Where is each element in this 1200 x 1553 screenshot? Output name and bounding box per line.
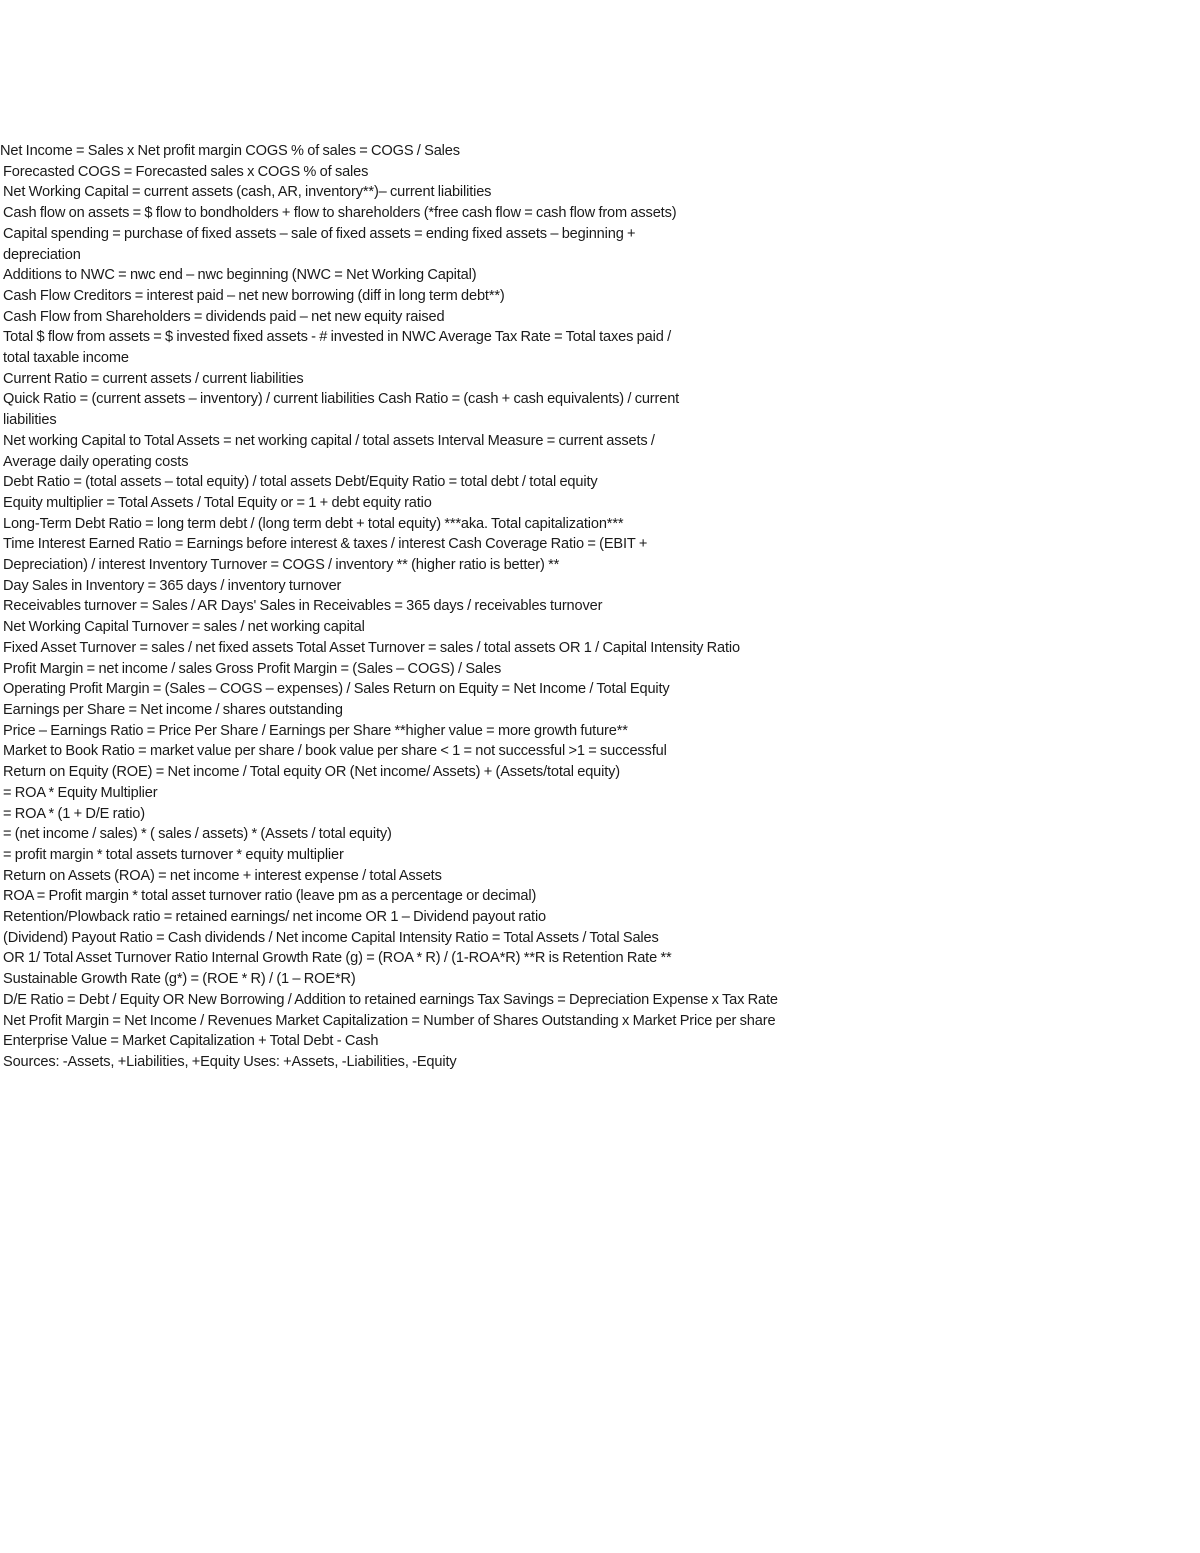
formula-line: Current Ratio = current assets / current liabilities xyxy=(3,370,304,387)
formula-line: Fixed Asset Turnover = sales / net fixed assets Total Asset Turnover = sales / total assets OR 1 / Capital Intensity Ratio xyxy=(3,639,740,656)
formula-line: (Dividend) Payout Ratio = Cash dividends / Net income Capital Intensity Ratio = Total Assets / Total Sales xyxy=(3,929,659,946)
formula-line: ROA = Profit margin * total asset turnover ratio (leave pm as a percentage or decimal) xyxy=(3,888,537,905)
formula-line: = profit margin * total assets turnover * equity multiplier xyxy=(3,846,344,863)
formula-line: Time Interest Earned Ratio = Earnings before interest & taxes / interest Cash Coverage Ratio = (EBIT + xyxy=(3,536,648,553)
formula-line: Net Profit Margin = Net Income / Revenues Market Capitalization = Number of Shares Outstanding x Market Price per share xyxy=(3,1012,776,1029)
formula-line: Average daily operating costs xyxy=(3,453,189,470)
formula-line: Profit Margin = net income / sales Gross Profit Margin = (Sales – COGS) / Sales xyxy=(3,660,502,677)
formula-line: = (net income / sales) * ( sales / assets) * (Assets / total equity) xyxy=(3,826,392,843)
formula-line: D/E Ratio = Debt / Equity OR New Borrowing / Addition to retained earnings Tax Savings = Depreciation Expense x Tax Rate xyxy=(3,991,778,1008)
formula-line: OR 1/ Total Asset Turnover Ratio Internal Growth Rate (g) = (ROA * R) / (1-ROA*R) **R is Retention Rate ** xyxy=(3,950,672,967)
formula-line: total taxable income xyxy=(3,350,129,367)
formula-line: Day Sales in Inventory = 365 days / inventory turnover xyxy=(3,577,342,594)
formula-line: Additions to NWC = nwc end – nwc beginning (NWC = Net Working Capital) xyxy=(3,267,477,284)
formula-line: Market to Book Ratio = market value per share / book value per share < 1 = not successful >1 = successful xyxy=(3,743,667,760)
formula-line: = ROA * Equity Multiplier xyxy=(3,784,158,801)
formula-line: Retention/Plowback ratio = retained earnings/ net income OR 1 – Dividend payout ratio xyxy=(3,909,547,926)
formula-line: Price – Earnings Ratio = Price Per Share / Earnings per Share **higher value = more growth future** xyxy=(3,722,628,739)
formula-line: Quick Ratio = (current assets – inventory) / current liabilities Cash Ratio = (cash + cash equivalents) / current xyxy=(3,391,680,408)
formula-line: Earnings per Share = Net income / shares outstanding xyxy=(3,701,343,718)
formula-line: Depreciation) / interest Inventory Turnover = COGS / inventory ** (higher ratio is better) ** xyxy=(3,557,560,574)
formula-line: Net Income = Sales x Net profit margin COGS % of sales = COGS / Sales xyxy=(0,143,460,159)
formula-line: liabilities xyxy=(3,412,57,429)
formula-line: Cash flow on assets = $ flow to bondholders + flow to shareholders (*free cash flow = cash flow from assets) xyxy=(3,205,677,222)
formula-line: Cash Flow from Shareholders = dividends paid – net new equity raised xyxy=(3,308,445,325)
formula-line: Debt Ratio = (total assets – total equity) / total assets Debt/Equity Ratio = total debt / total equity xyxy=(3,474,598,491)
formula-line: depreciation xyxy=(3,246,81,263)
formula-line: = ROA * (1 + D/E ratio) xyxy=(3,805,145,822)
formula-line: Return on Assets (ROA) = net income + interest expense / total Assets xyxy=(3,867,442,884)
formula-line: Cash Flow Creditors = interest paid – net new borrowing (diff in long term debt**) xyxy=(3,287,505,304)
formula-line: Sources: -Assets, +Liabilities, +Equity Uses: +Assets, -Liabilities, -Equity xyxy=(3,1053,457,1070)
formula-line: Net Working Capital Turnover = sales / net working capital xyxy=(3,619,365,636)
formula-line: Return on Equity (ROE) = Net income / Total equity OR (Net income/ Assets) + (Assets/total equity) xyxy=(3,764,620,781)
formula-line: Operating Profit Margin = (Sales – COGS – expenses) / Sales Return on Equity = Net Income / Total Equity xyxy=(3,681,670,698)
formula-line: Equity multiplier = Total Assets / Total Equity or = 1 + debt equity ratio xyxy=(3,494,432,511)
formula-line: Receivables turnover = Sales / AR Days' Sales in Receivables = 365 days / receivables turnover xyxy=(3,598,603,615)
formula-line: Sustainable Growth Rate (g*) = (ROE * R) / (1 – ROE*R) xyxy=(3,971,356,988)
formula-line: Net working Capital to Total Assets = net working capital / total assets Interval Measure = current assets / xyxy=(3,432,655,449)
formula-line: Total $ flow from assets = $ invested fixed assets - # invested in NWC Average Tax Rate = Total taxes paid / xyxy=(3,329,671,346)
formula-line: Enterprise Value = Market Capitalization + Total Debt - Cash xyxy=(3,1033,379,1050)
formula-line: Net Working Capital = current assets (cash, AR, inventory**)– current liabilities xyxy=(3,184,492,201)
formula-sheet xyxy=(0,141,1195,1073)
formula-line: Capital spending = purchase of fixed assets – sale of fixed assets = ending fixed assets – beginning + xyxy=(3,225,636,242)
formula-line: Long-Term Debt Ratio = long term debt / (long term debt + total equity) ***aka. Total capitalization*** xyxy=(3,515,624,532)
formula-line: Forecasted COGS = Forecasted sales x COGS % of sales xyxy=(3,163,369,180)
